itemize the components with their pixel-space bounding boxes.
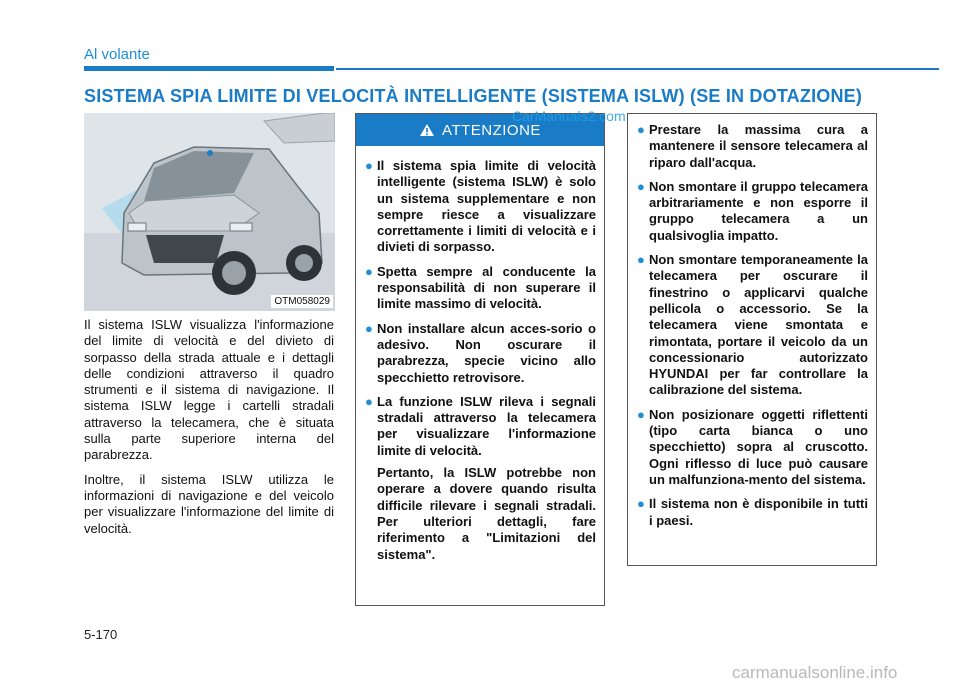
bullet-icon: ● [637, 178, 645, 194]
warning-triangle-icon [419, 123, 435, 137]
page-title: SISTEMA SPIA LIMITE DI VELOCITÀ INTELLIGENTE (SISTEMA ISLW) (SE IN DOTAZIONE) [84, 86, 863, 106]
figure-caption: OTM058029 [271, 295, 333, 308]
list-item: ● Non posizionare oggetti riflettenti (tipo carta bianca o uno specchietto) sopra al cruscotto. Ogni riflesso di luce può causare un malfunziona-mento del sistema. [637, 406, 868, 487]
body-text [84, 317, 334, 545]
header-rule-thin [336, 68, 939, 70]
list-item: ● Il sistema spia limite di velocità intelligente (sistema ISLW) è solo un sistema supplementare e non sempre riesce a visualizzare correttamente i limiti di velocità e i divieti di sorpasso. [365, 158, 596, 255]
bullet-icon: ● [637, 252, 645, 268]
bullet-icon: ● [365, 158, 373, 173]
bullet-icon: ● [365, 393, 373, 409]
watermark-top: CarManuals2.com [512, 108, 626, 124]
list-item: ● Non installare alcun acces-sorio o adesivo. Non oscurare il parabrezza, specie vicino allo specchietto retrovisore. [365, 320, 596, 385]
page-number: 5-170 [84, 627, 118, 642]
list-item: ● Non smontare il gruppo telecamera arbitrariamente e non esporre il gruppo telecamera a un qualsivoglia impatto. [637, 178, 868, 243]
bullet-icon: ● [637, 496, 645, 512]
list-item: ● Il sistema non è disponibile in tutti i paesi. [637, 496, 868, 528]
body-paragraph-2: Inoltre, il sistema ISLW utilizza le informazioni di navigazione e del veicolo per visualizzare l'informazione del limite di velocità. [84, 471, 334, 536]
bullet-icon: ● [637, 406, 645, 422]
bullet-icon: ● [637, 122, 645, 137]
caution-box [627, 113, 877, 566]
bullet-icon: ● [365, 263, 373, 279]
body-paragraph-1: Il sistema ISLW visualizza l'informazione del limite di velocità e del divieto di sorpasso della strada attuale e i dettagli delle condizioni attraverso il quadro strumenti e il sistema di navigazione. Il sistema ISLW legge i cartelli stradali attraverso la telecamera, che è situata sulla parte superiore interna del parabrezza. [84, 317, 334, 463]
watermark-bottom: carmanualsonline.info [732, 663, 898, 682]
bullet-icon: ● [365, 320, 373, 336]
section-label: Al volante [84, 46, 150, 63]
list-item: ● Prestare la massima cura a mantenere il sensore telecamera al riparo dall'acqua. [637, 122, 868, 170]
header-rule-thick [84, 66, 334, 71]
list-item: ● Non smontare temporaneamente la telecamera per oscurare il finestrino o applicarvi qualche pellicola o accessorio. Se la telecamera viene smontata e rimontata, portare il veicolo da un concessionario autorizzato HYUNDAI per far controllare la calibrazione del sistema. [637, 252, 868, 398]
warning-list [356, 146, 604, 563]
warning-label: ATTENZIONE [442, 121, 541, 139]
warning-extra-text: Pertanto, la ISLW potrebbe non operare a dovere quando risulta difficile rilevare i segnali stradali. Per ulteriori dettagli, fare riferimento a "Limitazioni del sistema". [377, 465, 596, 562]
warning-box [355, 113, 605, 606]
car-illustration-svg [84, 113, 335, 311]
caution-list [628, 114, 876, 529]
list-item: ● Spetta sempre al conducente la responsabilità di non superare il limite massimo di velocità. [365, 263, 596, 312]
car-camera-illustration [84, 113, 335, 311]
list-item: ● La funzione ISLW rileva i segnali stradali attraverso la telecamera per visualizzare l'informazione limite di velocità. Pertanto, la ISLW potrebbe non operare a dovere quando risulta difficile rilevare i segnali stradali. Per ulteriori dettagli, fare riferimento a "Limitazioni del sistema". [365, 393, 596, 562]
